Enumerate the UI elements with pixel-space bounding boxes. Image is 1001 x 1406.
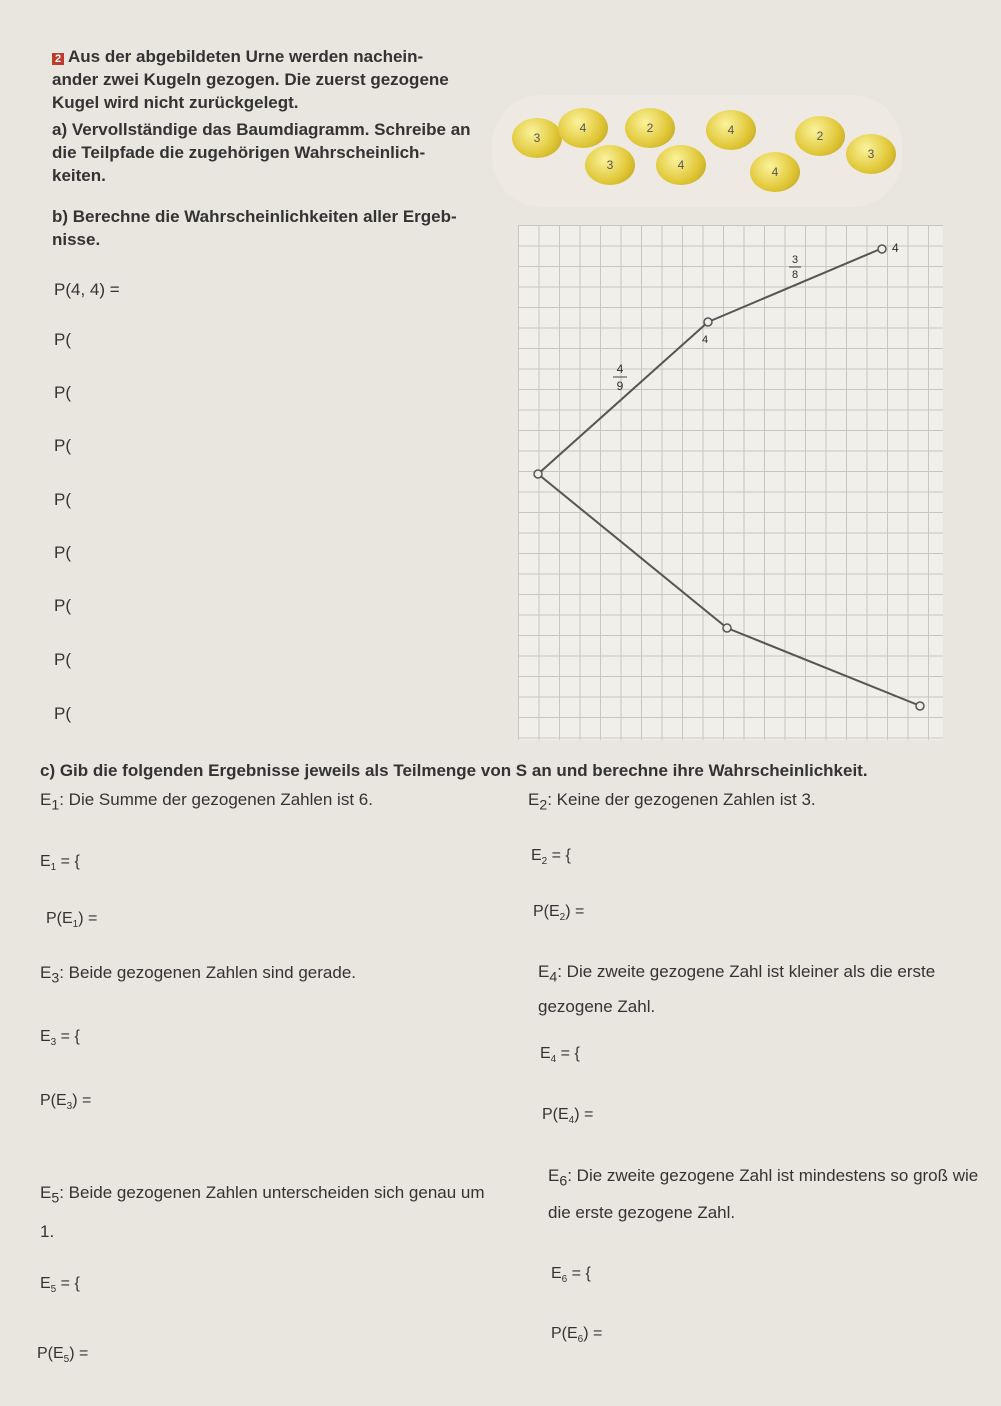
event-e6-set: $E_6$ = { — [551, 1265, 591, 1286]
event-e2-set: $E_2$ = { — [531, 847, 571, 868]
prob-row: P(4, 4) = — [54, 280, 120, 299]
ball: 4 — [558, 108, 608, 148]
event-e6-desc: $E_6$: Die zweite gezogene Zahl ist mindestens so groß wie die erste gezogene Zahl. — [548, 1166, 979, 1223]
event-e1-set: $E_1$ = { — [40, 853, 80, 874]
event-e5-desc: $E_5$: Beide gezogenen Zahlen unterscheiden sich genau um 1. — [40, 1183, 485, 1242]
prob-row: P( — [54, 490, 71, 509]
tree-node — [534, 470, 542, 478]
ball: 2 — [795, 116, 845, 156]
event-e5-prob: $P(E_5)$ = — [37, 1345, 89, 1366]
event-e3-desc: $E_3$: Beide gezogenen Zahlen sind gerade. — [40, 963, 356, 987]
ball: 3 — [846, 134, 896, 174]
prob-row: P( — [54, 330, 71, 349]
tree-node — [916, 702, 924, 710]
event-e4-desc: $E_4$: Die zweite gezogene Zahl ist kleiner als die erste gezogene Zahl. — [538, 962, 936, 1017]
event-e2-desc: $E_2$: Keine der gezogenen Zahlen ist 3. — [528, 790, 816, 814]
leaf-label: 4 — [892, 241, 899, 255]
task-intro: 2 Aus der abgebildeten Urne werden nachein- ander zwei Kugeln gezogen. Die zuerst gezogene Kugel wird nicht zurückgelegt. — [52, 47, 449, 112]
event-e6-prob: $P(E_6)$ = — [551, 1325, 603, 1346]
ball: 4 — [656, 145, 706, 185]
ball: 3 — [512, 118, 562, 158]
ball: 4 — [750, 152, 800, 192]
node-label: 4 — [702, 334, 709, 346]
event-e3-prob: $P(E_3)$ = — [40, 1092, 92, 1113]
event-e3-set: $E_3$ = { — [40, 1028, 80, 1049]
branch-prob-denominator: 9 — [616, 379, 624, 393]
prob-row: P( — [54, 436, 71, 455]
tree-branch — [538, 474, 727, 628]
task-part-a: a) Vervollständige das Baumdiagramm. Schreibe an die Teilpfade die zugehörigen Wahrscheinlich- keiten. — [52, 120, 471, 185]
branch-prob-numerator: 4 — [616, 362, 624, 376]
task-part-c: c) Gib die folgenden Ergebnisse jeweils als Teilmenge von S an und berechne ihre Wahrscheinlichkeit. — [40, 761, 868, 780]
event-e4-set: $E_4$ = { — [540, 1045, 580, 1066]
event-e2-prob: $P(E_2)$ = — [533, 903, 585, 924]
tree-node — [723, 624, 731, 632]
tree-branch — [538, 322, 708, 474]
ball: 2 — [625, 108, 675, 148]
prob-row: P( — [54, 596, 71, 615]
tree-node — [878, 245, 886, 253]
task-number: 2 — [52, 53, 64, 65]
ball: 4 — [706, 110, 756, 150]
prob-row: P( — [54, 704, 71, 723]
event-e1-prob: $P(E_1)$ = — [46, 910, 98, 931]
tree-node — [704, 318, 712, 326]
prob-row: P( — [54, 383, 71, 402]
event-e4-prob: $P(E_4)$ = — [542, 1106, 594, 1127]
task-part-b: b) Berechne die Wahrscheinlichkeiten aller Ergeb- nisse. — [52, 207, 457, 249]
branch-prob-numerator: 3 — [791, 254, 799, 266]
prob-row: P( — [54, 650, 71, 669]
branch-prob-denominator: 8 — [791, 269, 799, 281]
tree-branch — [727, 628, 918, 705]
event-e5-set: $E_5$ = { — [40, 1275, 80, 1296]
ball: 3 — [585, 145, 635, 185]
prob-row: P( — [54, 543, 71, 562]
event-e1-desc: $E_1$: Die Summe der gezogenen Zahlen ist 6. — [40, 790, 373, 814]
